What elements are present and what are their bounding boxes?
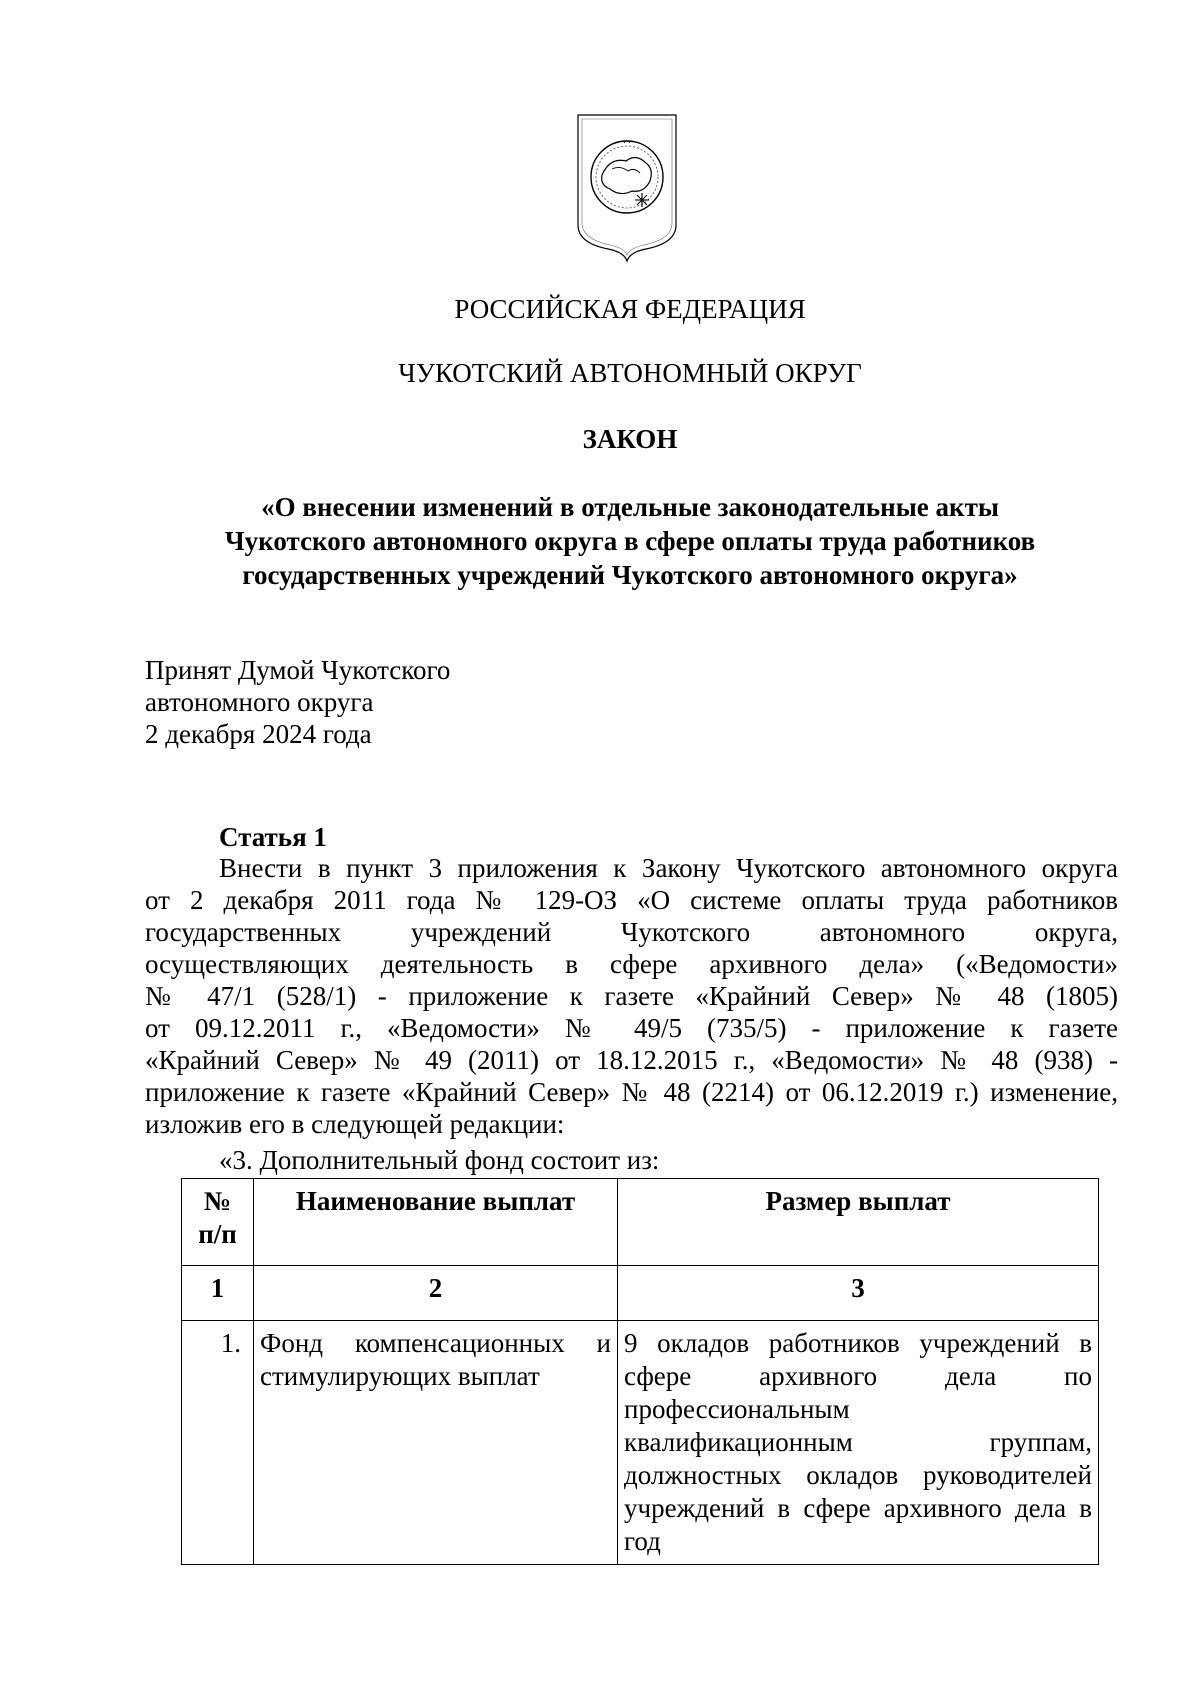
paragraph-line: № 47/1 (528/1) - приложение к газете «Крайний Север» № 48 (1805) <box>145 981 1118 1011</box>
paragraph-line: от 2 декабря 2011 года № 129-ОЗ «О системе оплаты труда работников <box>145 885 1118 915</box>
document-type: ЗАКОН <box>582 424 678 454</box>
paragraph-line: приложение к газете «Крайний Север» № 48 (2214) от 06.12.2019 г.) изменение, <box>145 1077 1118 1107</box>
column-number: 2 <box>254 1266 618 1321</box>
row-payment-size <box>618 1321 1099 1565</box>
law-title-line: государственных учреждений Чукотского автономного округа» <box>242 560 1018 590</box>
paragraph-line: «Крайний Север» № 49 (2011) от 18.12.2015 г., «Ведомости» № 48 (938) - <box>145 1045 1118 1075</box>
paragraph-line: Внести в пункт 3 приложения к Закону Чукотского автономного округа <box>219 853 1118 883</box>
header-number-line: п/п <box>198 1219 237 1249</box>
payments-table <box>181 1178 1099 1565</box>
paragraph-line: государственных учреждений Чукотского автономного округа, <box>145 917 1118 947</box>
cell-line: 9 окладов работников учреждений в <box>624 1328 1092 1358</box>
cell-line: должностных окладов руководителей <box>624 1460 1092 1490</box>
region-name: ЧУКОТСКИЙ АВТОНОМНЫЙ ОКРУГ <box>398 358 862 388</box>
cell-line: квалификационным группам, <box>624 1427 1092 1457</box>
row-number: 1. <box>182 1321 254 1565</box>
cell-line: учреждений в сфере архивного дела в <box>624 1493 1092 1523</box>
header-payment-size: Размер выплат <box>618 1179 1099 1266</box>
adoption-line: Принят Думой Чукотского <box>145 655 451 685</box>
cell-line: стимулирующих выплат <box>260 1361 540 1391</box>
law-title <box>0 490 1200 592</box>
cell-line: профессиональным <box>624 1394 850 1424</box>
header-payment-name: Наименование выплат <box>254 1179 618 1266</box>
paragraph-line: осуществляющих деятельность в сфере архивного дела» («Ведомости» <box>145 949 1118 979</box>
adoption-line: автономного округа <box>145 687 374 717</box>
cell-line: Фонд компенсационных и <box>260 1328 611 1358</box>
table-header-row <box>182 1179 1099 1266</box>
paragraph-line: изложив его в следующей редакции: <box>145 1109 565 1139</box>
table-numbering-row <box>182 1266 1099 1321</box>
cell-line: сфере архивного дела по <box>624 1361 1092 1391</box>
adoption-note <box>145 654 450 750</box>
coat-of-arms-icon <box>576 113 678 263</box>
column-number: 3 <box>618 1266 1099 1321</box>
cell-line: год <box>624 1526 661 1556</box>
table-row <box>182 1321 1099 1565</box>
row-payment-name <box>254 1321 618 1565</box>
header-number-line: № <box>203 1186 232 1216</box>
column-number: 1 <box>182 1266 254 1321</box>
adoption-line: 2 декабря 2024 года <box>145 719 372 749</box>
law-title-line: Чукотского автономного округа в сфере оплаты труда работников <box>224 526 1036 556</box>
law-title-line: «О внесении изменений в отдельные законодательные акты <box>261 492 999 522</box>
article-heading: Статья 1 <box>219 822 327 852</box>
paragraph-line: от 09.12.2011 г., «Ведомости» № 49/5 (735/5) - приложение к газете <box>145 1013 1118 1043</box>
header-number <box>182 1179 254 1266</box>
country-name: РОССИЙСКАЯ ФЕДЕРАЦИЯ <box>454 294 806 324</box>
item-3-intro: «3. Дополнительный фонд состоит из: <box>219 1145 660 1175</box>
article-paragraph <box>145 852 1118 1140</box>
